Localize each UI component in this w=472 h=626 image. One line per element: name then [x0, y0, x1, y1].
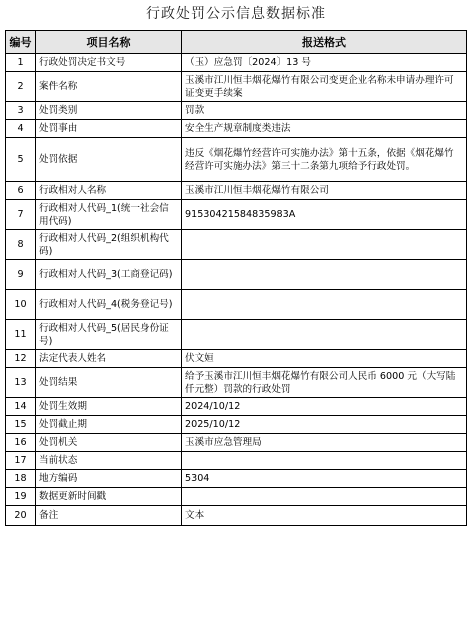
row-format-cell: 玉溪市江川恒丰烟花爆竹有限公司 — [182, 182, 467, 200]
table-row — [6, 200, 467, 230]
row-number-cell: 14 — [6, 398, 36, 416]
document-title: 行政处罚公示信息数据标准 — [146, 6, 326, 22]
header-item-name: 项目名称 — [36, 31, 182, 54]
row-item-name-cell: 行政相对人代码_5(居民身份证号) — [36, 320, 182, 350]
row-item-name-cell: 数据更新时间戳 — [36, 488, 182, 506]
row-format-cell: （玉）应急罚〔2024〕13 号 — [182, 54, 467, 72]
table-row — [6, 416, 467, 434]
table-row — [6, 452, 467, 470]
table-row — [6, 138, 467, 182]
row-item-name-cell: 地方编码 — [36, 470, 182, 488]
table-row — [6, 120, 467, 138]
row-item-name-cell: 行政相对人代码_3(工商登记码) — [36, 260, 182, 290]
row-format-cell: 违反《烟花爆竹经营许可实施办法》第十五条，依据《烟花爆竹经营许可实施办法》第三十二条第九项给予行政处罚。 — [182, 138, 467, 182]
row-number-cell: 8 — [6, 230, 36, 260]
row-format-cell — [182, 320, 467, 350]
table-row — [6, 506, 467, 526]
row-format-cell — [182, 290, 467, 320]
row-item-name-cell: 处罚依据 — [36, 138, 182, 182]
row-item-name-cell: 处罚截止期 — [36, 416, 182, 434]
row-number-cell: 2 — [6, 72, 36, 102]
row-item-name-cell: 案件名称 — [36, 72, 182, 102]
row-format-cell: 给予玉溪市江川恒丰烟花爆竹有限公司人民币 6000 元（大写陆仟元整）罚款的行政处罚 — [182, 368, 467, 398]
header-number: 编号 — [6, 31, 36, 54]
row-item-name-cell: 备注 — [36, 506, 182, 526]
row-number-cell: 5 — [6, 138, 36, 182]
row-number-cell: 6 — [6, 182, 36, 200]
row-number-cell: 13 — [6, 368, 36, 398]
row-format-cell: 玉溪市应急管理局 — [182, 434, 467, 452]
row-number-cell: 15 — [6, 416, 36, 434]
table-row — [6, 350, 467, 368]
row-format-cell: 安全生产规章制度类违法 — [182, 120, 467, 138]
row-item-name-cell: 处罚结果 — [36, 368, 182, 398]
row-item-name-cell: 行政相对人代码_2(组织机构代码) — [36, 230, 182, 260]
table-body — [6, 54, 467, 526]
row-format-cell: 2024/10/12 — [182, 398, 467, 416]
row-format-cell: 文本 — [182, 506, 467, 526]
row-item-name-cell: 处罚生效期 — [36, 398, 182, 416]
row-number-cell: 9 — [6, 260, 36, 290]
row-item-name-cell: 处罚机关 — [36, 434, 182, 452]
table-row — [6, 260, 467, 290]
row-item-name-cell: 行政相对人名称 — [36, 182, 182, 200]
row-item-name-cell: 行政相对人代码_1(统一社会信用代码) — [36, 200, 182, 230]
row-item-name-cell: 行政相对人代码_4(税务登记号) — [36, 290, 182, 320]
row-format-cell: 5304 — [182, 470, 467, 488]
table-row — [6, 230, 467, 260]
row-number-cell: 12 — [6, 350, 36, 368]
row-number-cell: 10 — [6, 290, 36, 320]
row-format-cell — [182, 260, 467, 290]
row-number-cell: 1 — [6, 54, 36, 72]
row-number-cell: 11 — [6, 320, 36, 350]
header-format: 报送格式 — [182, 31, 467, 54]
row-format-cell: 2025/10/12 — [182, 416, 467, 434]
table-row — [6, 182, 467, 200]
table-row — [6, 320, 467, 350]
row-format-cell — [182, 488, 467, 506]
table-row — [6, 368, 467, 398]
row-number-cell: 7 — [6, 200, 36, 230]
row-number-cell: 20 — [6, 506, 36, 526]
table-row — [6, 398, 467, 416]
row-item-name-cell: 法定代表人姓名 — [36, 350, 182, 368]
row-number-cell: 17 — [6, 452, 36, 470]
row-number-cell: 16 — [6, 434, 36, 452]
table-row — [6, 290, 467, 320]
table-row — [6, 488, 467, 506]
row-item-name-cell: 处罚事由 — [36, 120, 182, 138]
table-row — [6, 470, 467, 488]
table-header-row — [6, 31, 467, 54]
table-row — [6, 54, 467, 72]
table-row — [6, 434, 467, 452]
row-number-cell: 4 — [6, 120, 36, 138]
penalty-info-table — [5, 30, 467, 526]
row-number-cell: 3 — [6, 102, 36, 120]
row-item-name-cell: 当前状态 — [36, 452, 182, 470]
row-format-cell — [182, 452, 467, 470]
row-item-name-cell: 处罚类别 — [36, 102, 182, 120]
table-row — [6, 102, 467, 120]
row-format-cell: 罚款 — [182, 102, 467, 120]
row-item-name-cell: 行政处罚决定书文号 — [36, 54, 182, 72]
row-format-cell: 伏文姮 — [182, 350, 467, 368]
row-number-cell: 18 — [6, 470, 36, 488]
row-format-cell: 玉溪市江川恒丰烟花爆竹有限公司变更企业名称未申请办理许可证变更手续案 — [182, 72, 467, 102]
row-number-cell: 19 — [6, 488, 36, 506]
row-format-cell — [182, 230, 467, 260]
table-row — [6, 72, 467, 102]
row-format-cell: 91530421584835983A — [182, 200, 467, 230]
